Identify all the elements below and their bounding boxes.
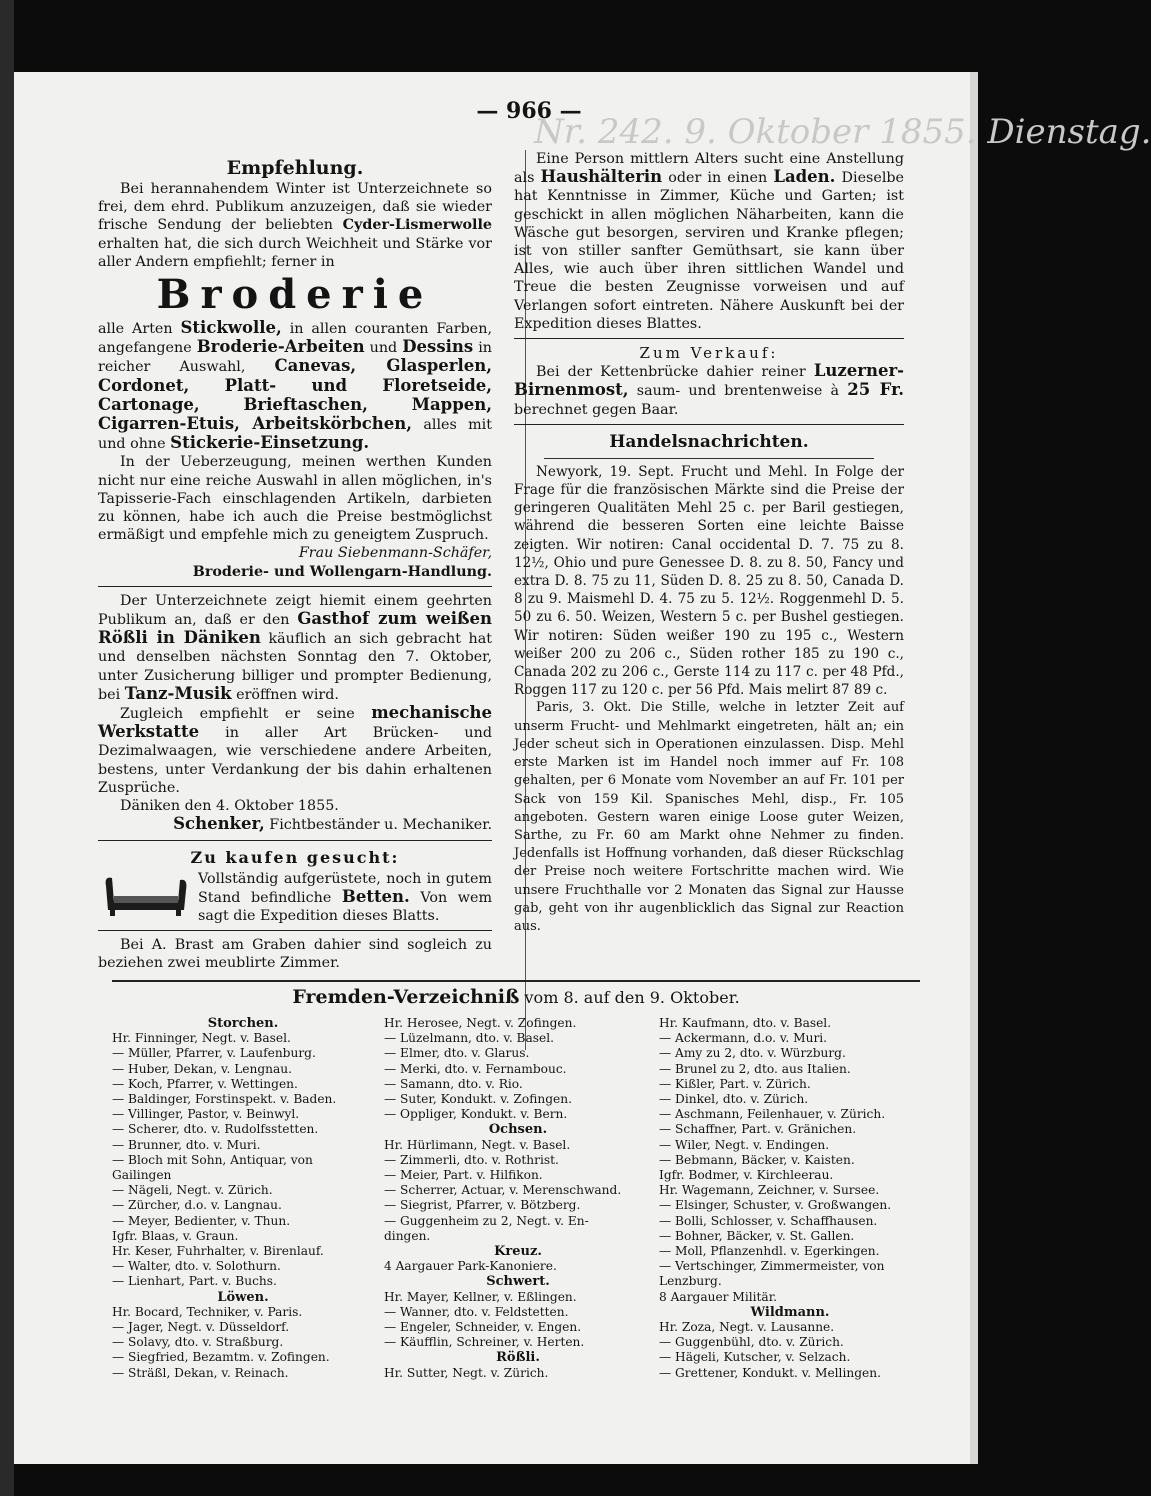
register-entry: — Käufflin, Schreiner, v. Herten. <box>384 1335 585 1350</box>
register-column-3 <box>659 1016 921 1381</box>
register-entry: — Hägeli, Kutscher, v. Selzach. <box>659 1350 851 1365</box>
gasthof-signature: Schenker, Fichtbeständer u. Mechaniker. <box>173 814 492 834</box>
newspaper-page <box>14 72 1151 1464</box>
register-entry: Hr. Bocard, Techniker, v. Paris. <box>112 1304 303 1319</box>
register-entry: — Meyer, Bedienter, v. Thun. <box>112 1213 291 1228</box>
broderie-headline: Broderie <box>156 271 434 319</box>
bleed-through-text: Nr. 242. 9. Oktober 1855. Dienstag. <box>534 112 1151 152</box>
newyork-report: Newyork, 19. Sept. Frucht und Mehl. In Folge der Frage für die französischen Märkte sind die Preise der geringeren Qualitäten Mehl 25 c. per Baril gestiegen, während die besseren Sorten eine leichte Baisse zeigten. Wir notiren: Canal occidental D. 7. 75 zu 8. 12½, Ohio und pure Genessee D. 8. zu 8. 50, Fancy und extra D. 8. 75 zu 11, Süden D. 8. 25 zu 8. 50, Canada D. 8 zu 9. Maismehl D. 4. 75 zu 5. 12½. Roggenmehl D. 5. 50 zu 6. 50. Weizen, Western 5 c. per Bushel gestiegen. Wir notiren: Süden weißer 190 zu 195 c., Western weißer 200 zu 206 c., Süden rother 185 zu 190 c., Canada 202 zu 206 c., Gerste 114 zu 117 c. per 48 Pfd., Roggen 117 zu 120 c. per 56 Pfd. Mais melirt 87 89 c. <box>514 463 904 699</box>
register-entry: — Elsinger, Schuster, v. Großwangen. <box>659 1198 892 1213</box>
signature-name: Frau Siebenmann-Schäfer, <box>298 545 492 562</box>
register-section-heading: Wildmann. <box>750 1304 830 1320</box>
paris-report: Paris, 3. Okt. Die Stille, welche in letzter Zeit auf unserm Frucht- und Mehlmarkt eingetreten, hält an; ein Jeder scheut sich in Operationen einzulassen. Disp. Mehl erste Marken ist im Handel noch immer auf Fr. 108 gehalten, per 6 Monate vom November an auf Fr. 101 per Sack von 159 Kil. Spanisches Mehl, disp., Fr. 105 angeboten. Gestern waren einige Loose guter Weizen, Sarthe, zu Fr. 60 am Markt ohne Nehmer zu finden. Jedenfalls ist Hoffnung vorhanden, daß dieser Rückschlag der Preise noch weitere Fortschritte machen wird. Wie unsere Fruchthalle vor 2 Monaten das Signal zur Hausse gab, geht von ihr augenblicklich das Signal zur Reaction aus. <box>514 700 904 934</box>
register-entry: — Samann, dto. v. Rio. <box>384 1076 523 1091</box>
register-entry: — Vertschinger, Zimmermeister, von <box>659 1259 885 1274</box>
register-entry: Gailingen <box>112 1168 172 1183</box>
register-entry: — Nägeli, Negt. v. Zürich. <box>112 1183 273 1198</box>
register-entry: — Koch, Pfarrer, v. Wettingen. <box>112 1076 298 1091</box>
divider <box>98 840 492 841</box>
page-edge <box>970 72 978 1464</box>
register-section-heading: Ochsen. <box>488 1122 548 1138</box>
register-entry: Hr. Mayer, Kellner, v. Eßlingen. <box>384 1289 577 1304</box>
register-entry: — Wanner, dto. v. Feldstetten. <box>384 1304 569 1319</box>
register-section-heading: Rößli. <box>496 1350 540 1366</box>
register-entry: — Baldinger, Forstinspekt. v. Baden. <box>112 1092 337 1107</box>
register-entry: Hr. Keser, Fuhrhalter, v. Birenlauf. <box>112 1244 324 1259</box>
register-entry: Igfr. Blaas, v. Graun. <box>112 1228 239 1243</box>
signature-business: Broderie- und Wollengarn-Handlung. <box>192 563 492 580</box>
register-entry: Igfr. Bodmer, v. Kirchleerau. <box>659 1168 834 1183</box>
register-entry: — Engeler, Schneider, v. Engen. <box>384 1320 582 1335</box>
divider <box>514 424 904 425</box>
register-column-2 <box>384 1016 652 1381</box>
kaufen-paragraph: Vollständig aufgerüstete, noch in gutem Stand befindliche Betten. Von wem sagt die Expedition dieses Blatts. <box>98 870 492 926</box>
register-entry: — Sträßl, Dekan, v. Reinach. <box>112 1365 289 1380</box>
empfehlung-title: Empfehlung. <box>226 157 364 179</box>
register-entry: — Villinger, Pastor, v. Beinwyl. <box>112 1107 300 1122</box>
register-entry: — Merki, dto. v. Fernambouc. <box>384 1061 567 1076</box>
register-entry: — Wiler, Negt. v. Endingen. <box>659 1137 830 1152</box>
register-entry: — Moll, Pflanzenhdl. v. Egerkingen. <box>659 1244 880 1259</box>
register-entry: — Guggenbühl, dto. v. Zürich. <box>659 1335 844 1350</box>
left-column <box>98 156 492 973</box>
register-entry: — Kißler, Part. v. Zürich. <box>659 1076 811 1091</box>
section-rule <box>112 980 920 982</box>
register-section-heading: Schwert. <box>486 1274 550 1290</box>
register-entry: Hr. Kaufmann, dto. v. Basel. <box>659 1016 832 1030</box>
register-entry: — Ackermann, d.o. v. Muri. <box>659 1031 828 1046</box>
bed-icon <box>100 872 190 918</box>
register-entry: — Grettener, Kondukt. v. Mellingen. <box>659 1365 881 1380</box>
divider <box>98 586 492 587</box>
empfehlung-paragraph-1: Bei herannahendem Winter ist Unterzeichnete so frei, dem ehrd. Publikum anzuzeigen, daß sie wieder frische Sendung der beliebten Cyder-Lismerwolle erhalten hat, die sich durch Weichheit und Stärke vor aller Andern empfiehlt; ferner in <box>98 181 493 270</box>
register-entry: — Scherer, dto. v. Rudolfsstetten. <box>112 1122 319 1137</box>
register-entry: — Lüzelmann, dto. v. Basel. <box>384 1031 555 1046</box>
register-entry: — Zimmerli, dto. v. Rothrist. <box>384 1152 559 1167</box>
register-entry: — Siegrist, Pfarrer, v. Bötzberg. <box>384 1198 581 1213</box>
divider <box>98 930 492 931</box>
register-entry: — Oppliger, Kondukt. v. Bern. <box>384 1107 568 1122</box>
register-entry: Hr. Herosee, Negt. v. Zofingen. <box>384 1016 577 1030</box>
register-entry: — Bohner, Bäcker, v. St. Gallen. <box>659 1228 855 1243</box>
register-entry: — Meier, Part. v. Hilfikon. <box>384 1168 543 1183</box>
register-entry: Hr. Sutter, Negt. v. Zürich. <box>384 1365 549 1380</box>
register-entry: — Suter, Kondukt. v. Zofingen. <box>384 1092 572 1107</box>
register-entry: dingen. <box>384 1228 431 1243</box>
register-entry: — Walter, dto. v. Solothurn. <box>112 1259 281 1274</box>
register-section-heading: Kreuz. <box>494 1244 542 1260</box>
register-entry: — Brunel zu 2, dto. aus Italien. <box>659 1061 851 1076</box>
register-entry: Hr. Wagemann, Zeichner, v. Sursee. <box>659 1183 880 1198</box>
register-entry: Hr. Zoza, Negt. v. Lausanne. <box>659 1320 835 1335</box>
empfehlung-paragraph-2: alle Arten Stickwolle, in allen couranten Farben, angefangene Broderie-Arbeiten und Dessins in reicher Auswahl, Canevas, Glasperlen, Cordonet, Platt- und Floretseide, Cartonage, Brieftaschen, Mappen, Cigarren-Etuis, Arbeitskörbchen, alles mit und ohne Stickerie-Einsetzung. <box>98 318 493 453</box>
kaufen-title: Zu kaufen gesucht: <box>190 847 400 867</box>
book-spine <box>0 0 14 1496</box>
right-column <box>514 150 904 936</box>
verkauf-paragraph: Bei der Kettenbrücke dahier reiner Luzerner-Birnenmost, saum- und brentenweise à 25 Fr. berechnet gegen Baar. <box>514 361 905 418</box>
register-entry: — Guggenheim zu 2, Negt. v. En- <box>384 1213 589 1228</box>
register-title: Fremden-Verzeichniß vom 8. auf den 9. Oktober. <box>292 986 740 1008</box>
divider <box>544 458 874 459</box>
gasthof-paragraph-1: Der Unterzeichnete zeigt hiemit einem geehrten Publikum an, daß er den Gasthof zum weißen Rößli in Däniken käuflich an sich gebracht hat und denselben nächsten Sonntag den 7. Oktober, unter Zusicherung billiger und prompter Bedienung, bei Tanz-Musik eröffnen wird. <box>98 592 493 703</box>
register-entry: — Bebmann, Bäcker, v. Kaisten. <box>659 1152 855 1167</box>
register-entry: Hr. Finninger, Negt. v. Basel. <box>112 1031 291 1046</box>
register-entry: — Schaffner, Part. v. Gränichen. <box>659 1122 857 1137</box>
verkauf-title: Zum Verkauf: <box>639 344 779 363</box>
register-entry: — Dinkel, dto. v. Zürich. <box>659 1092 809 1107</box>
register-section-heading: Löwen. <box>217 1289 269 1305</box>
gasthof-date: Däniken den 4. Oktober 1855. <box>120 798 339 815</box>
register-entry: — Elmer, dto. v. Glarus. <box>384 1046 530 1061</box>
register-entry: — Siegfried, Bezamtm. v. Zofingen. <box>112 1350 330 1365</box>
empfehlung-paragraph-3: In der Ueberzeugung, meinen werthen Kunden nicht nur eine reiche Auswahl in allen möglichen, in's Tapisserie-Fach einschlagenden Artikeln, darbieten zu können, habe ich auch die Preise bestmöglichst ermäßigt und empfehle mich zu geneigtem Zuspruch. <box>98 454 492 544</box>
register-entry: — Scherrer, Actuar, v. Merenschwand. <box>384 1183 622 1198</box>
register-entry: — Huber, Dekan, v. Lengnau. <box>112 1061 293 1076</box>
register-entry: — Solavy, dto. v. Straßburg. <box>112 1335 284 1350</box>
register-entry: — Lienhart, Part. v. Buchs. <box>112 1274 277 1289</box>
register-entry: — Zürcher, d.o. v. Langnau. <box>112 1198 282 1213</box>
register-entry: — Amy zu 2, dto. v. Würzburg. <box>659 1046 846 1061</box>
haushaelterin-paragraph: Eine Person mittlern Alters sucht eine Anstellung als Haushälterin oder in einen Laden. Dieselbe hat Kenntnisse in Zimmer, Küche und Garten; ist geschickt in allen möglichen Näharbeiten, kann die Wäsche gut besorgen, serviren und Kranke pflegen; ist von stiller sanfter Gemüthsart, sie kann über Alles, wie auch über ihren sittlichen Wandel und Treue die besten Zeugnisse vorweisen und auf Verlangen sofort eintreten. Nähere Auskunft bei der Expedition dieses Blattes. <box>514 151 905 332</box>
register-entry: — Bolli, Schlosser, v. Schaffhausen. <box>659 1213 878 1228</box>
register-entry: — Bloch mit Sohn, Antiquar, von <box>112 1152 313 1167</box>
register-entry: 4 Aargauer Park-Kanoniere. <box>384 1259 557 1274</box>
register-entry: — Jager, Negt. v. Düsseldorf. <box>112 1320 290 1335</box>
register-entry: — Müller, Pfarrer, v. Laufenburg. <box>112 1046 316 1061</box>
register-entry: Lenzburg. <box>659 1274 722 1289</box>
register-entry: — Aschmann, Feilenhauer, v. Zürich. <box>659 1107 886 1122</box>
register-entry: 8 Aargauer Militär. <box>659 1289 778 1304</box>
zimmer-paragraph: Bei A. Brast am Graben dahier sind sogleich zu beziehen zwei meublirte Zimmer. <box>98 937 492 972</box>
register-section-heading: Storchen. <box>207 1016 279 1031</box>
register-entry: — Brunner, dto. v. Muri. <box>112 1137 261 1152</box>
gasthof-paragraph-2: Zugleich empfiehlt er seine mechanische Werkstatte in aller Art Brücken- und Dezimalwaagen, wie verschiedene andere Arbeiten, bestens, unter Verdankung der bis dahin erhaltenen Zusprüche. <box>98 703 492 796</box>
register-entry: Hr. Hürlimann, Negt. v. Basel. <box>384 1137 571 1152</box>
register-column-1 <box>112 1016 374 1381</box>
handelsnachrichten-title: Handelsnachrichten. <box>609 431 809 452</box>
page-number: — 966 — <box>476 98 582 124</box>
divider <box>514 338 904 339</box>
